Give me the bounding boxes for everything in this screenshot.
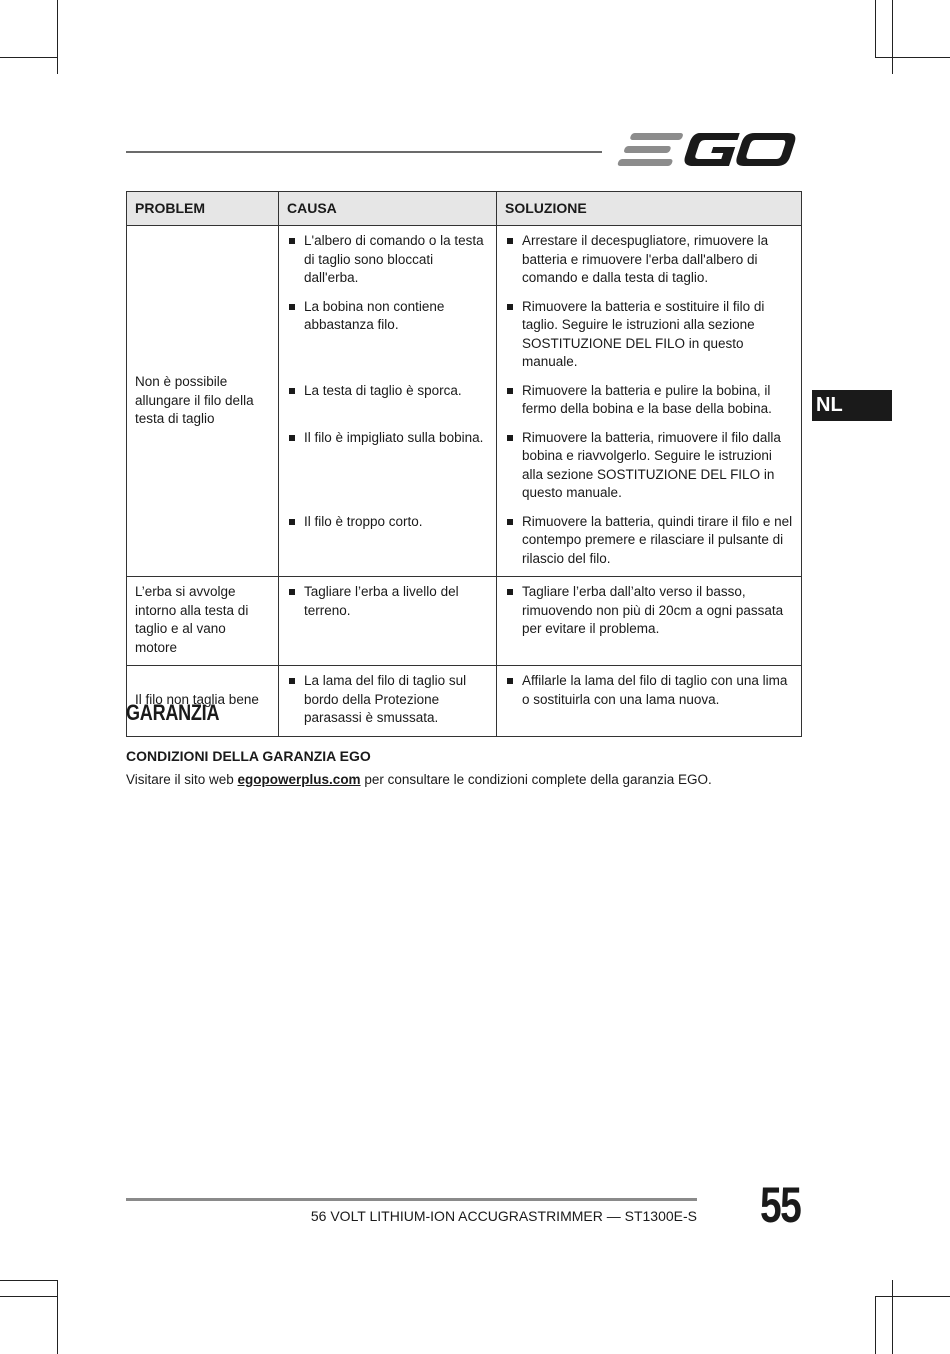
crop-mark	[875, 0, 876, 58]
table-row	[127, 666, 802, 737]
table-header-row	[127, 192, 802, 226]
list-item: Tagliare l’erba a livello del terreno.	[287, 583, 488, 620]
crop-mark	[892, 0, 893, 74]
table-row	[127, 226, 802, 298]
solution-cell	[497, 382, 802, 429]
solution-cell	[497, 226, 802, 298]
cause-cell	[279, 577, 497, 666]
solution-cell	[497, 577, 802, 666]
footer-product-title: 56 VOLT LITHIUM-ION ACCUGRASTRIMMER — ST1300E-S	[310, 1208, 697, 1224]
ego-logo	[612, 126, 802, 176]
warranty-subtitle: CONDIZIONI DELLA GARANZIA EGO	[126, 748, 371, 764]
list-item: Rimuovere la batteria e sostituire il filo di taglio. Seguire le istruzioni alla sezione SOSTITUZIONE DEL FILO in questo manuale.	[505, 298, 793, 372]
list-item: Tagliare l’erba dall’alto verso il basso, rimuovendo non più di 20cm a ogni passata per evitare il problema.	[505, 583, 793, 639]
solution-cell	[497, 666, 802, 737]
crop-mark	[876, 57, 950, 58]
warranty-text	[126, 772, 712, 787]
list-item: La lama del filo di taglio sul bordo della Protezione parasassi è smussata.	[287, 672, 488, 728]
crop-mark	[0, 57, 57, 58]
crop-mark	[892, 1280, 893, 1354]
list-item: Affilarle la lama del filo di taglio con una lima o sostituirla con una lama nuova.	[505, 672, 793, 709]
solution-cell	[497, 429, 802, 513]
crop-mark	[876, 1296, 950, 1297]
footer-rule	[126, 1198, 697, 1201]
list-item: La testa di taglio è sporca.	[287, 382, 488, 401]
page-number: 55	[760, 1177, 801, 1233]
crop-mark	[57, 1280, 58, 1354]
table-row	[127, 577, 802, 666]
crop-mark	[875, 1296, 876, 1354]
crop-mark	[0, 1280, 57, 1281]
language-tab: NL	[812, 390, 892, 421]
solution-cell	[497, 298, 802, 382]
warranty-text-after: per consultare le condizioni complete della garanzia EGO.	[360, 772, 712, 787]
header-rule	[126, 151, 602, 153]
list-item: Rimuovere la batteria, rimuovere il filo dalla bobina e riavvolgerlo. Seguire le istruzioni alla sezione SOSTITUZIONE DEL FILO in questo manuale.	[505, 429, 793, 503]
warranty-text-before: Visitare il sito web	[126, 772, 238, 787]
cause-cell	[279, 298, 497, 382]
cause-cell	[279, 226, 497, 298]
cause-cell	[279, 666, 497, 737]
header-problem: PROBLEM	[127, 192, 279, 226]
list-item: L'albero di comando o la testa di taglio sono bloccati dall'erba.	[287, 232, 488, 288]
list-item: Rimuovere la batteria, quindi tirare il filo e nel contempo premere e rilasciare il pulsante di rilascio del filo.	[505, 513, 793, 569]
problem-cell: Il filo non taglia bene	[127, 666, 279, 737]
list-item: Rimuovere la batteria e pulire la bobina, il fermo della bobina e la base della bobina.	[505, 382, 793, 419]
crop-mark	[0, 1296, 57, 1297]
header-causa: CAUSA	[279, 192, 497, 226]
solution-cell	[497, 513, 802, 577]
cause-cell	[279, 382, 497, 429]
problem-cell: L’erba si avvolge intorno alla testa di taglio e al vano motore	[127, 577, 279, 666]
crop-mark	[57, 0, 58, 74]
warranty-link[interactable]: egopowerplus.com	[237, 772, 361, 787]
list-item: La bobina non contiene abbastanza filo.	[287, 298, 488, 335]
list-item: Il filo è impigliato sulla bobina.	[287, 429, 488, 448]
troubleshooting-table	[126, 191, 802, 737]
cause-cell	[279, 429, 497, 513]
list-item: Arrestare il decespugliatore, rimuovere la batteria e rimuovere l'erba dall'albero di comando e dalla testa di taglio.	[505, 232, 793, 288]
cause-cell	[279, 513, 497, 577]
list-item: Il filo è troppo corto.	[287, 513, 488, 532]
problem-cell: Non è possibile allungare il filo della testa di taglio	[127, 226, 279, 577]
section-title-garanzia: GARANZIA	[126, 700, 220, 725]
header-soluzione: SOLUZIONE	[497, 192, 802, 226]
